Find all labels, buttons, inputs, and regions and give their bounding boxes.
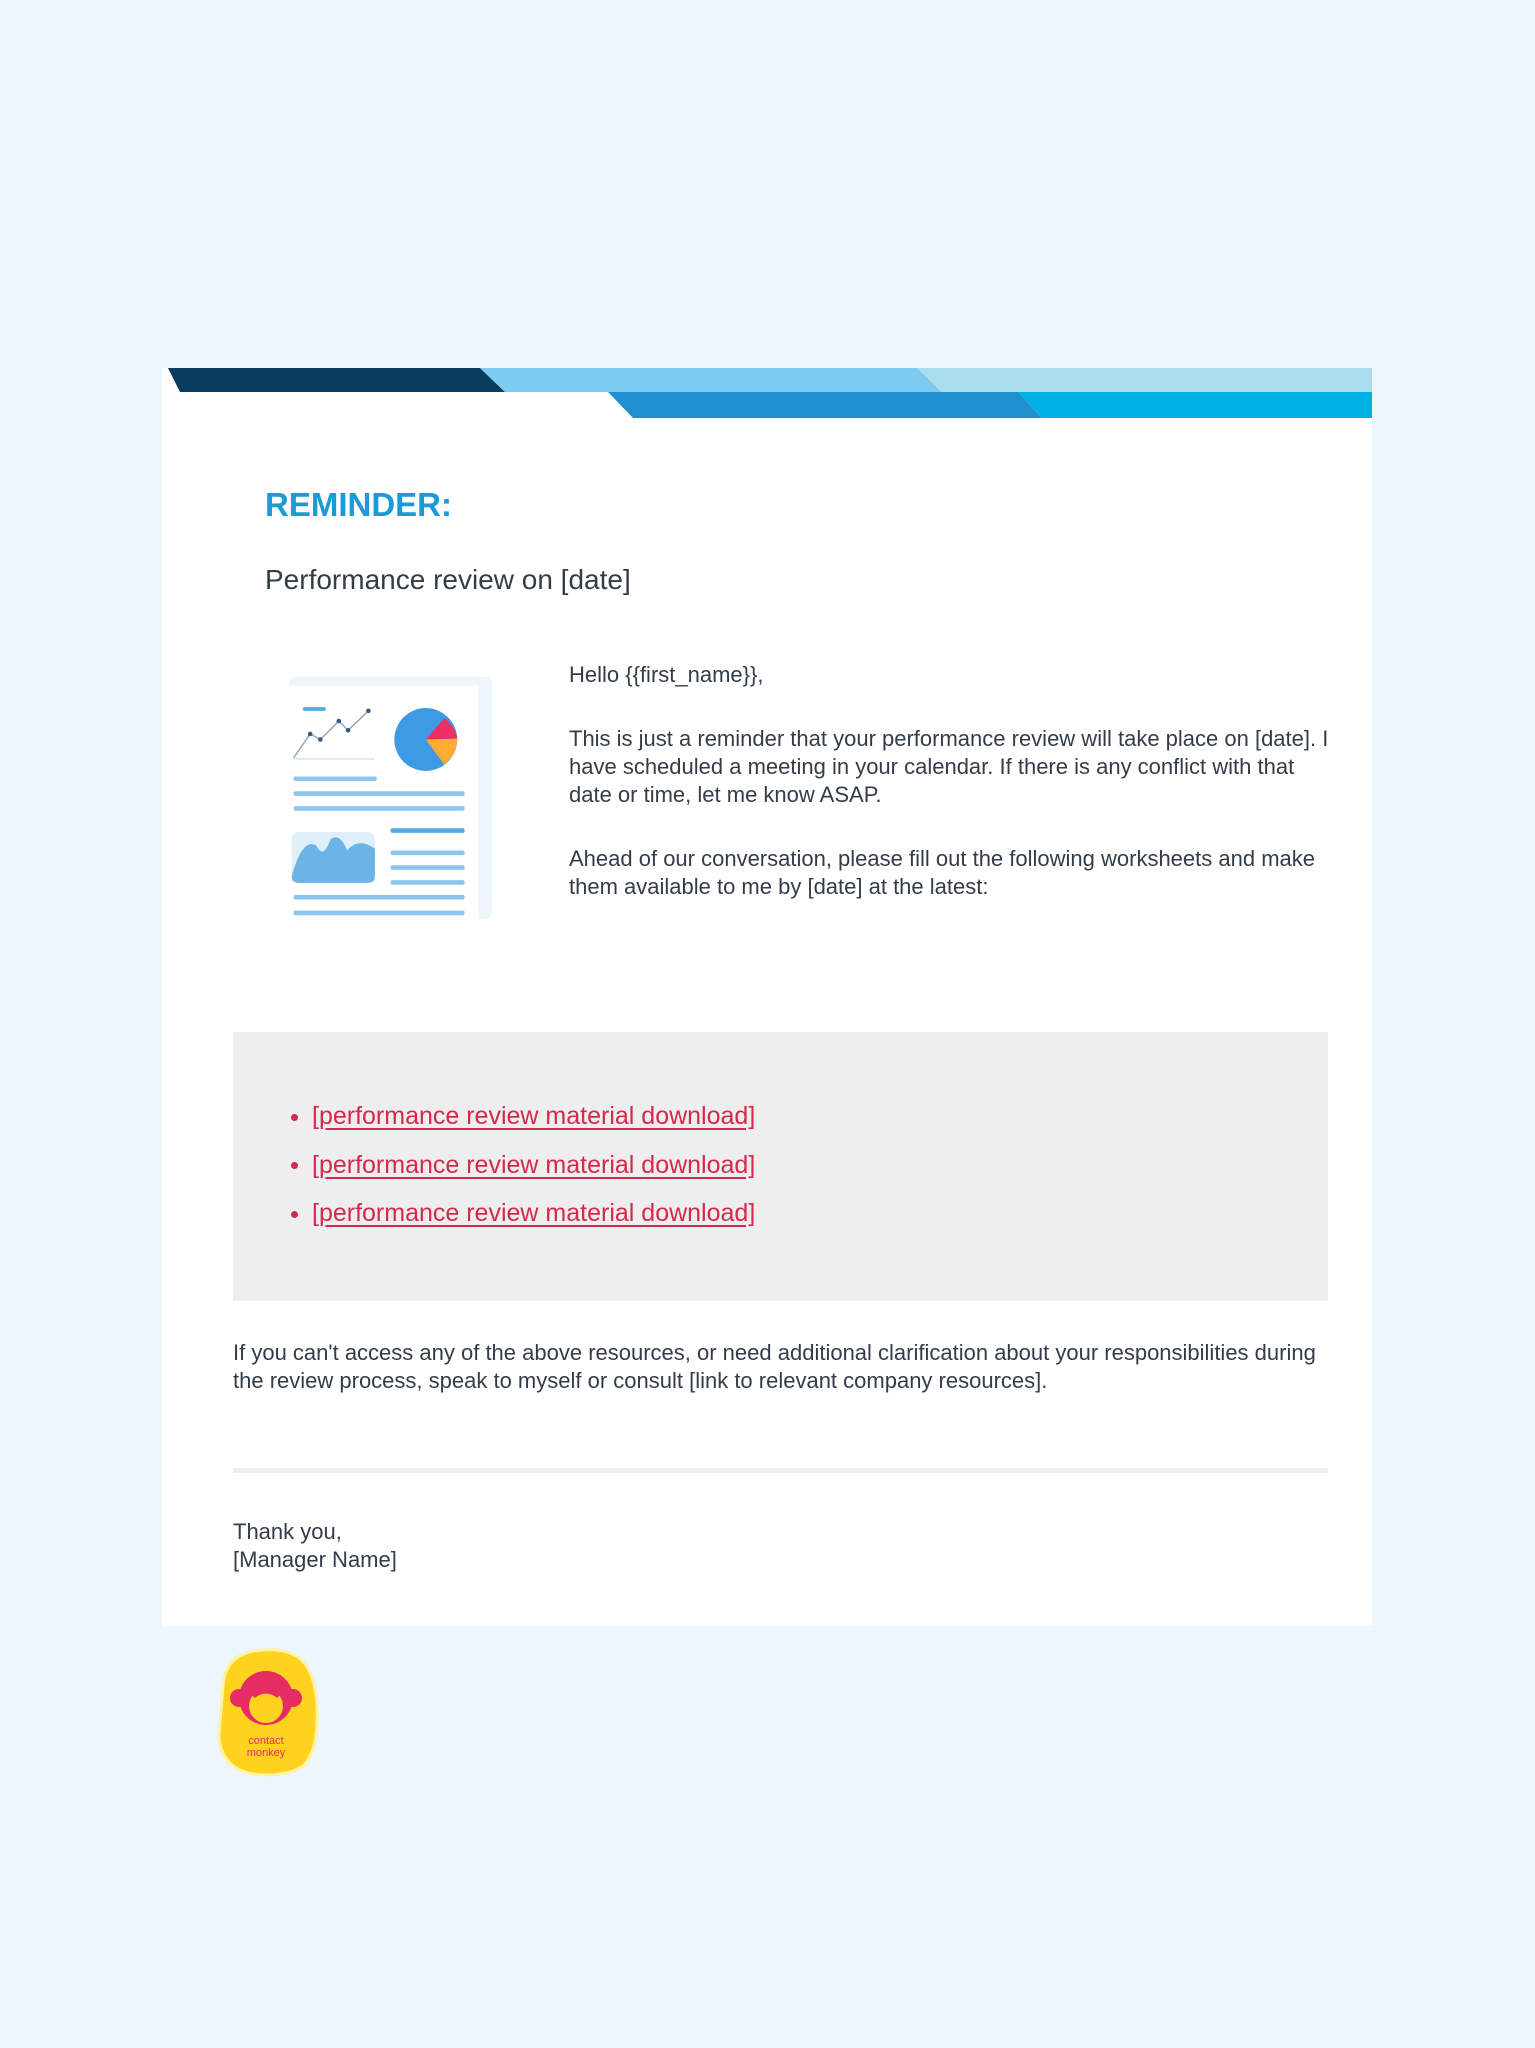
list-item: [291, 1189, 755, 1238]
contactmonkey-logo: [213, 1646, 321, 1778]
stripe-pale: [917, 368, 1372, 392]
list-item: [291, 1141, 755, 1190]
bullet-icon: [291, 1211, 298, 1218]
reminder-title: REMINDER:: [265, 486, 452, 523]
bullet-icon: [291, 1114, 298, 1121]
email-card: [162, 368, 1372, 1626]
list-item: [291, 1092, 755, 1141]
bullet-icon: [291, 1162, 298, 1169]
stripe-light: [480, 368, 942, 392]
logo-text-contact: contact: [248, 1735, 284, 1747]
report-illustration: [275, 660, 497, 930]
header-stripe-banner: [162, 368, 1372, 418]
closing-paragraph: If you can't access any of the above resources, or need additional clarification about your responsibilities during the review process, speak to myself or consult [link to relevant company resources].: [233, 1340, 1316, 1393]
email-subtitle: Performance review on [date]: [265, 564, 631, 595]
stripe-blue: [608, 392, 1042, 418]
divider: [233, 1468, 1328, 1473]
logo-text-monkey: monkey: [246, 1747, 286, 1759]
signature: [Manager Name]: [233, 1547, 397, 1572]
downloads-box: [233, 1032, 1328, 1301]
reminder-paragraph: This is just a reminder that your performance review will take place on [date]. I have scheduled a meeting in your calendar. If there is any conflict with that date or time, let me know ASAP.: [569, 726, 1329, 807]
email-intro: [569, 661, 1339, 937]
download-links-list: [291, 1092, 755, 1238]
download-link-2[interactable]: [performance review material download]: [312, 1150, 756, 1179]
greeting: Hello {{first_name}},: [569, 662, 764, 687]
stripe-cyan: [1018, 392, 1372, 418]
download-link-3[interactable]: [performance review material download]: [312, 1199, 756, 1227]
instructions-paragraph: Ahead of our conversation, please fill out the following worksheets and make them available to me by [date] at the latest:: [569, 846, 1315, 899]
thanks-text: Thank you,: [233, 1519, 342, 1544]
stripe-dark: [168, 368, 505, 392]
download-link-1[interactable]: [performance review material download]: [312, 1102, 756, 1130]
